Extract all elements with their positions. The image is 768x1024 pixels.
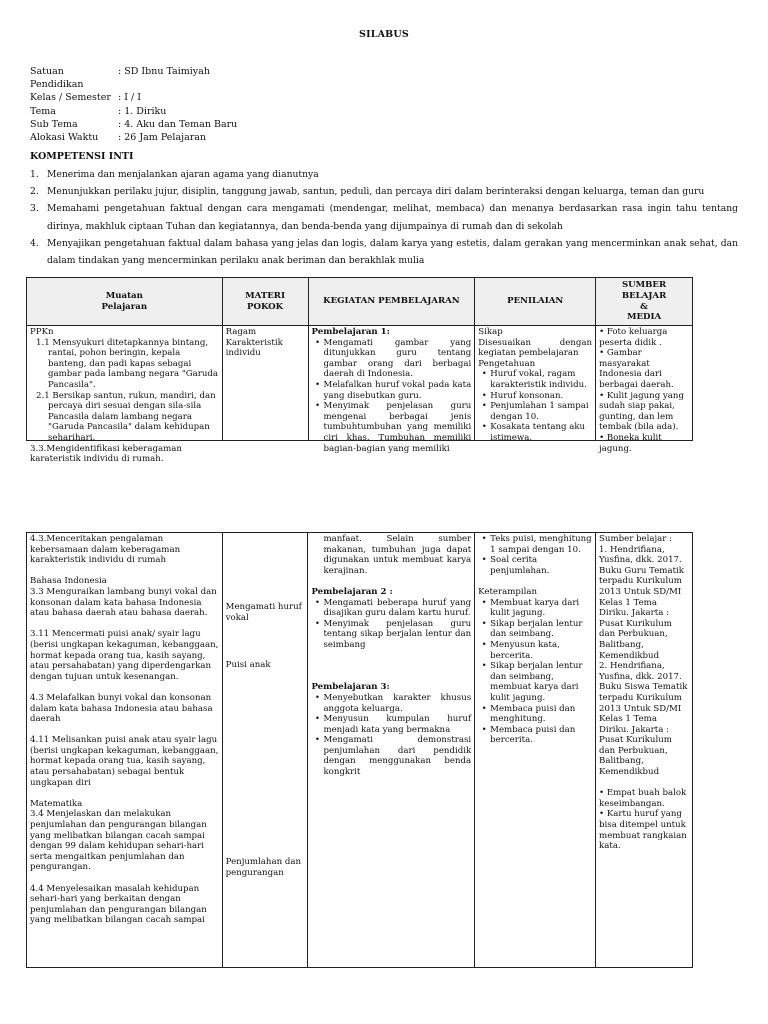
competency: 3.3 Menguraikan lambang bunyi vokal dan konsonan dalam kata bahasa Indonesia atau bahasa daerah atau bahasa daerah. (30, 586, 217, 619)
meta-row (30, 131, 237, 144)
page-title: SILABUS (359, 29, 409, 40)
bullet-icon: • (314, 401, 321, 412)
bullet-icon: • (314, 714, 320, 725)
source-item: 2. Hendrifiana, Yusfina, dkk. 2017. Buku Siswa Tematik terpadu Kurikulum 2013 Untuk SD/MI Kelas 1 Tema Diriku. Jakarta : Pusat Kurikulum dan Perbukuan, Balitbang, Kemendikbud (599, 661, 688, 778)
identity-block (30, 65, 237, 144)
item-number: 4. (30, 237, 39, 249)
list-item (478, 401, 592, 422)
list-item (311, 693, 471, 714)
item-text: Melafalkan huruf vokal pada kata yang disebutkan guru. (323, 379, 472, 401)
lesson-heading: Pembelajaran 3: (311, 682, 390, 693)
meta-row (30, 118, 237, 131)
media-item: • Foto keluarga peserta didik . (599, 327, 668, 348)
list-item (30, 183, 738, 200)
bullet-icon: • (314, 735, 320, 746)
item-text: Menyimak penjelasan guru tentang sikap berjalan lentur dan seimbang (323, 618, 472, 650)
bullet-icon: • (481, 555, 487, 566)
table-row (27, 326, 693, 441)
item-text: Menerima dan menjalankan ajaran agama yang dianutnya (47, 169, 319, 180)
subject-label: PPKn (30, 327, 54, 337)
competency: 4.3.Menceritakan pengalaman kebersamaan dalam keberagaman karakteristik individu di rumah (30, 534, 181, 566)
materi-text: Ragam Karakteristik individu (225, 327, 283, 359)
item-text: Penjumlahan 1 sampai dengan 10. (490, 401, 589, 422)
syllabus-table-part-1 (26, 277, 693, 465)
item-text: Teks puisi, menghitung 1 sampai dengan 10. (490, 534, 592, 555)
competency: 4.3 Melafalkan bunyi vokal dan konsonan dalam kata bahasa Indonesia atau bahasa daerah (30, 692, 213, 725)
header-row (27, 278, 693, 326)
bullet-icon: • (481, 661, 487, 672)
source-item: 1. Hendrifiana, Yusfina, dkk. 2017. Buku Guru Tematik terpadu Kurikulum 2013 Untuk SD/MI Kelas 1 Tema Diriku. Jakarta : Pusat Kurikulum dan Perbukuan, Balitbang, Kemendikbud (599, 544, 684, 661)
item-text: Menyebutkan karakter khusus anggota keluarga. (323, 692, 472, 714)
lesson-heading: Pembelajaran 2 : (311, 586, 393, 597)
meta-value: : 1. Diriku (118, 105, 167, 117)
bullet-icon: • (481, 401, 487, 412)
bullet-icon: • (314, 337, 321, 348)
media-item: • Kartu huruf yang bisa ditempel untuk membuat rangkaian kata. (599, 809, 687, 852)
cell-muatan (27, 533, 223, 968)
subject-label: Matematika (30, 798, 83, 809)
header-text: & (640, 301, 648, 312)
materi-text: Mengamati huruf vokal (225, 602, 302, 623)
competency: 3.4 Menjelaskan dan melakukan penjumlahan dan pengurangan bilangan yang melibatkan bilangan cacah sampai dengan 99 dalam kehidupan sehari-hari serta mengaitkan penjumlahan dan pengurangan. (30, 809, 207, 873)
list-item (478, 704, 592, 725)
assessment-heading: Keterampilan (478, 586, 538, 597)
item-text: Menyimak penjelasan guru mengenai berbagai jenis tumbuhtumbuhan yang memiliki ciri khas. Tumbuhan memiliki bagian-bagian yang memiliki (323, 401, 472, 454)
list-item (311, 735, 471, 777)
media-item: • Boneka kulit jagung. (599, 432, 662, 454)
list-item (478, 640, 592, 661)
header-materi: MATERI POKOK (222, 278, 308, 326)
meta-row (30, 105, 237, 118)
list-item (312, 401, 472, 454)
list-item (478, 391, 592, 402)
cell-penilaian (475, 533, 596, 968)
header-text: Pelajaran (101, 301, 148, 312)
meta-label: Kelas / Semester (30, 92, 111, 104)
cell-kegiatan (308, 533, 475, 968)
list-item (30, 235, 738, 269)
source-heading: Sumber belajar : (599, 534, 673, 544)
meta-label: Satuan Pendidikan (30, 66, 84, 91)
item-text: Membaca puisi dan menghitung. (490, 703, 576, 725)
bullet-icon: • (481, 618, 487, 629)
materi-text: Penjumlahan dan pengurangan (225, 857, 301, 878)
cell-materi (222, 326, 308, 441)
cell-sumber (596, 326, 693, 454)
assessment-heading: Sikap (478, 327, 503, 337)
meta-value: : 4. Aku dan Teman Baru (118, 118, 238, 130)
bullet-icon: • (481, 369, 487, 380)
bullet-icon: • (314, 618, 320, 629)
header-text: SUMBER BELAJAR (621, 280, 667, 301)
item-text: Mengamati beberapa huruf yang disajikan guru dalam kartu huruf. (323, 597, 472, 619)
media-item: • Empat buah balok keseimbangan. (599, 788, 687, 809)
item-text: Membuat karya dari kulit jagung. (490, 597, 580, 619)
media-item: • Gambar masyarakat Indonesia dari berbagai daerah. (599, 348, 674, 390)
item-text: Kosakata tentang aku istimewa. (490, 422, 586, 443)
bullet-icon: • (481, 422, 487, 433)
bullet-icon: • (481, 703, 487, 714)
item-text: Memahami pengetahuan faktual dengan cara mengamati (mendengar, melihat, membaca) dan menanya berdasarkan rasa ingin tahu tentang dirinya, makhluk ciptaan Tuhan dan kegiatannya, dan benda-benda yang dijumpainya di rumah dan di sekolah (47, 203, 738, 232)
header-sumber (596, 278, 693, 326)
lesson-heading: Pembelajaran 1: (311, 327, 390, 337)
list-item (312, 380, 472, 401)
list-item (30, 200, 738, 234)
cell-materi (222, 533, 308, 968)
list-item (311, 598, 471, 619)
list-item (478, 661, 592, 703)
cell-sumber (596, 533, 693, 968)
item-text: Mengamati gambar yang ditunjukkan guru tentang gambar orang dari berbagai daerah di Indonesia. (323, 337, 472, 380)
meta-label: Sub Tema (30, 118, 78, 130)
table-row (27, 533, 693, 968)
kompetensi-inti-list (30, 166, 738, 269)
item-text: manfaat. Selain sumber makanan, tumbuhan juga dapat digunakan untuk membuat karya kerajinan. (323, 534, 472, 576)
list-item (311, 714, 471, 735)
competency: 1.1 Mensyukuri ditetapkannya bintang, rantai, pohon beringin, kepala banteng, dan padi kapas sebagai gambar pada lambang negara "Garuda Pancasila". (36, 337, 219, 390)
assessment-text: Disesuaikan dengan kegiatan pembelajaran (478, 337, 593, 359)
assessment-heading: Pengetahuan (478, 358, 536, 369)
header-text: MEDIA (626, 312, 662, 323)
meta-value: : 26 Jam Pelajaran (118, 132, 207, 144)
header-muatan (27, 278, 223, 326)
meta-row (30, 65, 237, 91)
competency: 3.3.Mengidentifikasi keberagaman karateristik individu di rumah. (30, 443, 182, 465)
meta-label: Alokasi Waktu (30, 132, 99, 144)
list-item (478, 598, 592, 619)
competency: 2.1 Bersikap santun, rukun, mandiri, dan percaya diri sesuai dengan sila-sila Pancasila dalam lambang negara "Garuda Pancasila" dalam kehidupan seharihari. (36, 390, 216, 443)
bullet-icon: • (314, 692, 320, 703)
competency: 4.4 Menyelesaikan masalah kehidupan sehari-hari yang berkaitan dengan penjumlahan dan pengurangan bilangan yang melibatkan bilangan cacah sampai (30, 883, 207, 926)
meta-row (30, 91, 237, 104)
bullet-icon: • (481, 597, 487, 608)
item-text: Membaca puisi dan bercerita. (490, 724, 576, 746)
cell-muatan (27, 326, 223, 465)
item-text: Menyusun kumpulan huruf menjadi kata yang bermakna (323, 714, 472, 735)
list-item (478, 534, 592, 555)
header-penilaian: PENILAIAN (475, 278, 596, 326)
item-number: 2. (30, 186, 39, 198)
competency: 4.11 Melisankan puisi anak atau syair lagu (berisi ungkapan kekaguman, kebanggaan, hormat kepada orang tua, kasih sayang, atau persahabatan) sebagai bentuk ungkapan diri (30, 735, 219, 788)
list-item (30, 166, 738, 183)
bullet-icon: • (481, 390, 487, 401)
item-text: Sikap berjalan lentur dan seimbang. (490, 618, 583, 640)
cell-kegiatan (308, 326, 475, 454)
item-text: Menyajikan pengetahuan faktual dalam bahasa yang jelas dan logis, dalam karya yang estetis, dalam gerakan yang mencerminkan anak sehat, dan dalam tindakan yang mencerminkan perilaku anak beriman dan berakhlak mulia (47, 237, 738, 267)
list-item (312, 338, 472, 380)
list-item (478, 619, 592, 640)
list-item (311, 619, 471, 651)
item-text: Soal cerita penjumlahan. (490, 555, 550, 576)
item-text: Menunjukkan perilaku jujur, disiplin, tanggung jawab, santun, peduli, dan percaya diri dalam berinteraksi dengan keluarga, teman dan guru (47, 186, 705, 198)
subject-label: Bahasa Indonesia (30, 576, 107, 587)
header-text: Muatan (105, 290, 143, 301)
cell-penilaian (475, 326, 596, 441)
media-item: • Kulit jagung yang sudah siap pakai, gunting, dan lem tembak (bila ada). (599, 390, 684, 433)
section-heading: KOMPETENSI INTI (30, 151, 134, 162)
bullet-icon: • (314, 379, 321, 390)
meta-label: Tema (30, 105, 56, 117)
bullet-icon: • (314, 597, 320, 608)
materi-text: Puisi anak (225, 660, 271, 670)
bullet-icon: • (481, 639, 487, 650)
item-number: 1. (30, 169, 39, 180)
syllabus-table-part-2 (26, 532, 693, 968)
list-item (478, 725, 592, 746)
meta-value: : I / I (118, 92, 141, 104)
item-number: 3. (30, 203, 39, 215)
meta-value: : SD Ibnu Taimiyah (118, 66, 210, 77)
header-kegiatan: KEGIATAN PEMBELAJARAN (308, 278, 475, 326)
list-item (478, 422, 592, 443)
list-item (478, 555, 592, 576)
bullet-icon: • (481, 724, 487, 735)
bullet-icon: • (481, 534, 487, 544)
item-text: Menyusun kata, bercerita. (490, 639, 560, 661)
list-item (478, 369, 592, 390)
item-text: Huruf vokal, ragam karakteristik individu. (490, 369, 587, 390)
item-text: Sikap berjalan lentur dan seimbang, membuat karya dari kulit jagung. (490, 661, 583, 703)
item-text: Huruf konsonan. (490, 390, 564, 401)
competency: 3.11 Mencermati puisi anak/ syair lagu (berisi ungkapan kekaguman, kebanggaan, hormat kepada orang tua, kasih sayang, atau persahabatan) yang diperdengarkan dengan tujuan untuk kesenangan. (30, 629, 219, 682)
item-text: Mengamati demonstrasi penjumlahan dari pendidik dengan menggunakan benda kongkrit (323, 735, 472, 778)
